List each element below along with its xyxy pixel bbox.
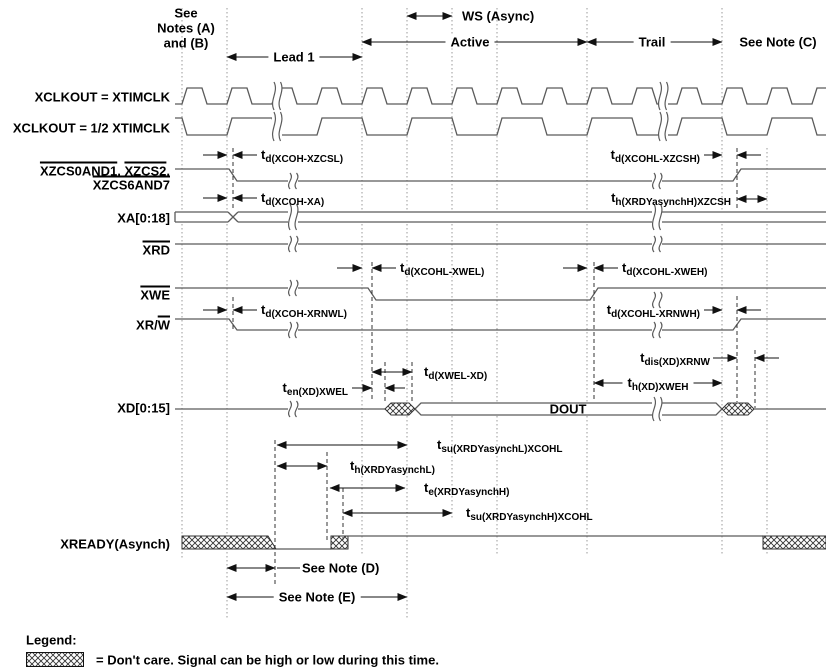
label-notes-d: See Note (D) xyxy=(302,560,380,576)
label-notes-e: See Note (E) xyxy=(274,591,361,604)
label-timing-td-xcohl-xrnwh: $t_{d(XCOHL-XRNWH)}$ xyxy=(606,302,700,320)
signal-xzcs-wave xyxy=(175,169,826,181)
signal-xwe-wave xyxy=(175,288,826,300)
label-timing-te-xrdyh: $t_{e(XRDYasynchH)}$ xyxy=(424,480,510,498)
dont-care-region xyxy=(182,536,276,549)
label-timing-ten-xd-xwel: $t_{en(XD)XWEL}$ xyxy=(282,380,348,398)
label-timing-tsu-xrdyl-xcohl: $t_{su(XRDYasynchL)XCOHL}$ xyxy=(437,437,563,455)
label-signals-xwe: $\overline{XWE}$ xyxy=(140,287,170,303)
label-signals-xclkout2: XCLKOUT = 1/2 XTIMCLK xyxy=(12,120,170,136)
label-top-ws: WS (Async) xyxy=(462,8,535,24)
label-signals-xd: XD[0:15] xyxy=(117,400,170,416)
label-top-see-notes-ab-0: See xyxy=(174,5,198,21)
signal-xa-bus-fill xyxy=(175,212,826,222)
legend-dont-care-text: = Don't care. Signal can be high or low during this time. xyxy=(96,652,439,668)
label-timing-th-xrdyh-xzcsh: $t_{h(XRDYasynchH)XZCSH}$ xyxy=(611,190,731,208)
label-timing-th-xd-xweh: $t_{h(XD)XWEH}$ xyxy=(622,376,693,390)
label-timing-td-xcoh-xrnwl: $t_{d(XCOH-XRNWL)}$ xyxy=(261,302,347,320)
legend-title: Legend: xyxy=(26,632,77,648)
label-timing-td-xcoh-xzcsl: $t_{d(XCOH-XZCSL)}$ xyxy=(261,147,344,165)
label-signals-xzcs-line1: XZCS0AND1, XZCS2, xyxy=(39,163,170,179)
label-timing-td-xcoh-xa: $t_{d(XCOH-XA)}$ xyxy=(261,190,325,208)
label-top-active: Active xyxy=(445,36,494,49)
label-top-see-notes-ab-1: Notes (A) xyxy=(157,20,215,36)
label-timing-tsu-xrdyh-xcohl: $t_{su(XRDYasynchH)XCOHL}$ xyxy=(466,505,593,523)
label-timing-th-xrdyl: $t_{h(XRDYasynchL)}$ xyxy=(350,458,435,476)
label-timing-td-xwel-xd: $t_{d(XWEL-XD)}$ xyxy=(424,364,488,382)
label-timing-td-xcohl-xzcsh: $t_{d(XCOHL-XZCSH)}$ xyxy=(610,147,700,165)
label-top-see-note-c: See Note (C) xyxy=(739,34,817,50)
label-signals-xclkout1: XCLKOUT = XTIMCLK xyxy=(34,89,170,105)
dont-care-region xyxy=(385,403,415,415)
label-signals-xready: XREADY(Asynch) xyxy=(60,536,170,552)
label-signals-xrd: $\overline{XRD}$ xyxy=(142,242,170,258)
label-timing-td-xcohl-xweh: $t_{d(XCOHL-XWEH)}$ xyxy=(622,260,708,278)
label-top-see-notes-ab-2: and (B) xyxy=(163,35,209,51)
label-signals-xrw: $XR/\overline{W}$ xyxy=(136,317,170,333)
label-timing-td-xcohl-xwel: $t_{d(XCOHL-XWEL)}$ xyxy=(400,260,485,278)
label-timing-tdis-xd-xrnw: $t_{dis(XD)XRNW}$ xyxy=(640,350,710,368)
label-bus-dout: DOUT xyxy=(549,401,587,417)
label-signals-xa: XA[0:18] xyxy=(117,210,170,226)
dont-care-region xyxy=(722,403,754,415)
label-signals-xzcs-line2: XZCS6AND7 xyxy=(92,177,170,193)
dont-care-region xyxy=(763,536,826,549)
label-top-lead1: Lead 1 xyxy=(268,51,319,64)
dont-care-region xyxy=(331,536,348,549)
signal-xrw-wave xyxy=(175,319,826,330)
dont-care-swatch xyxy=(26,652,84,667)
label-top-trail: Trail xyxy=(634,36,671,49)
